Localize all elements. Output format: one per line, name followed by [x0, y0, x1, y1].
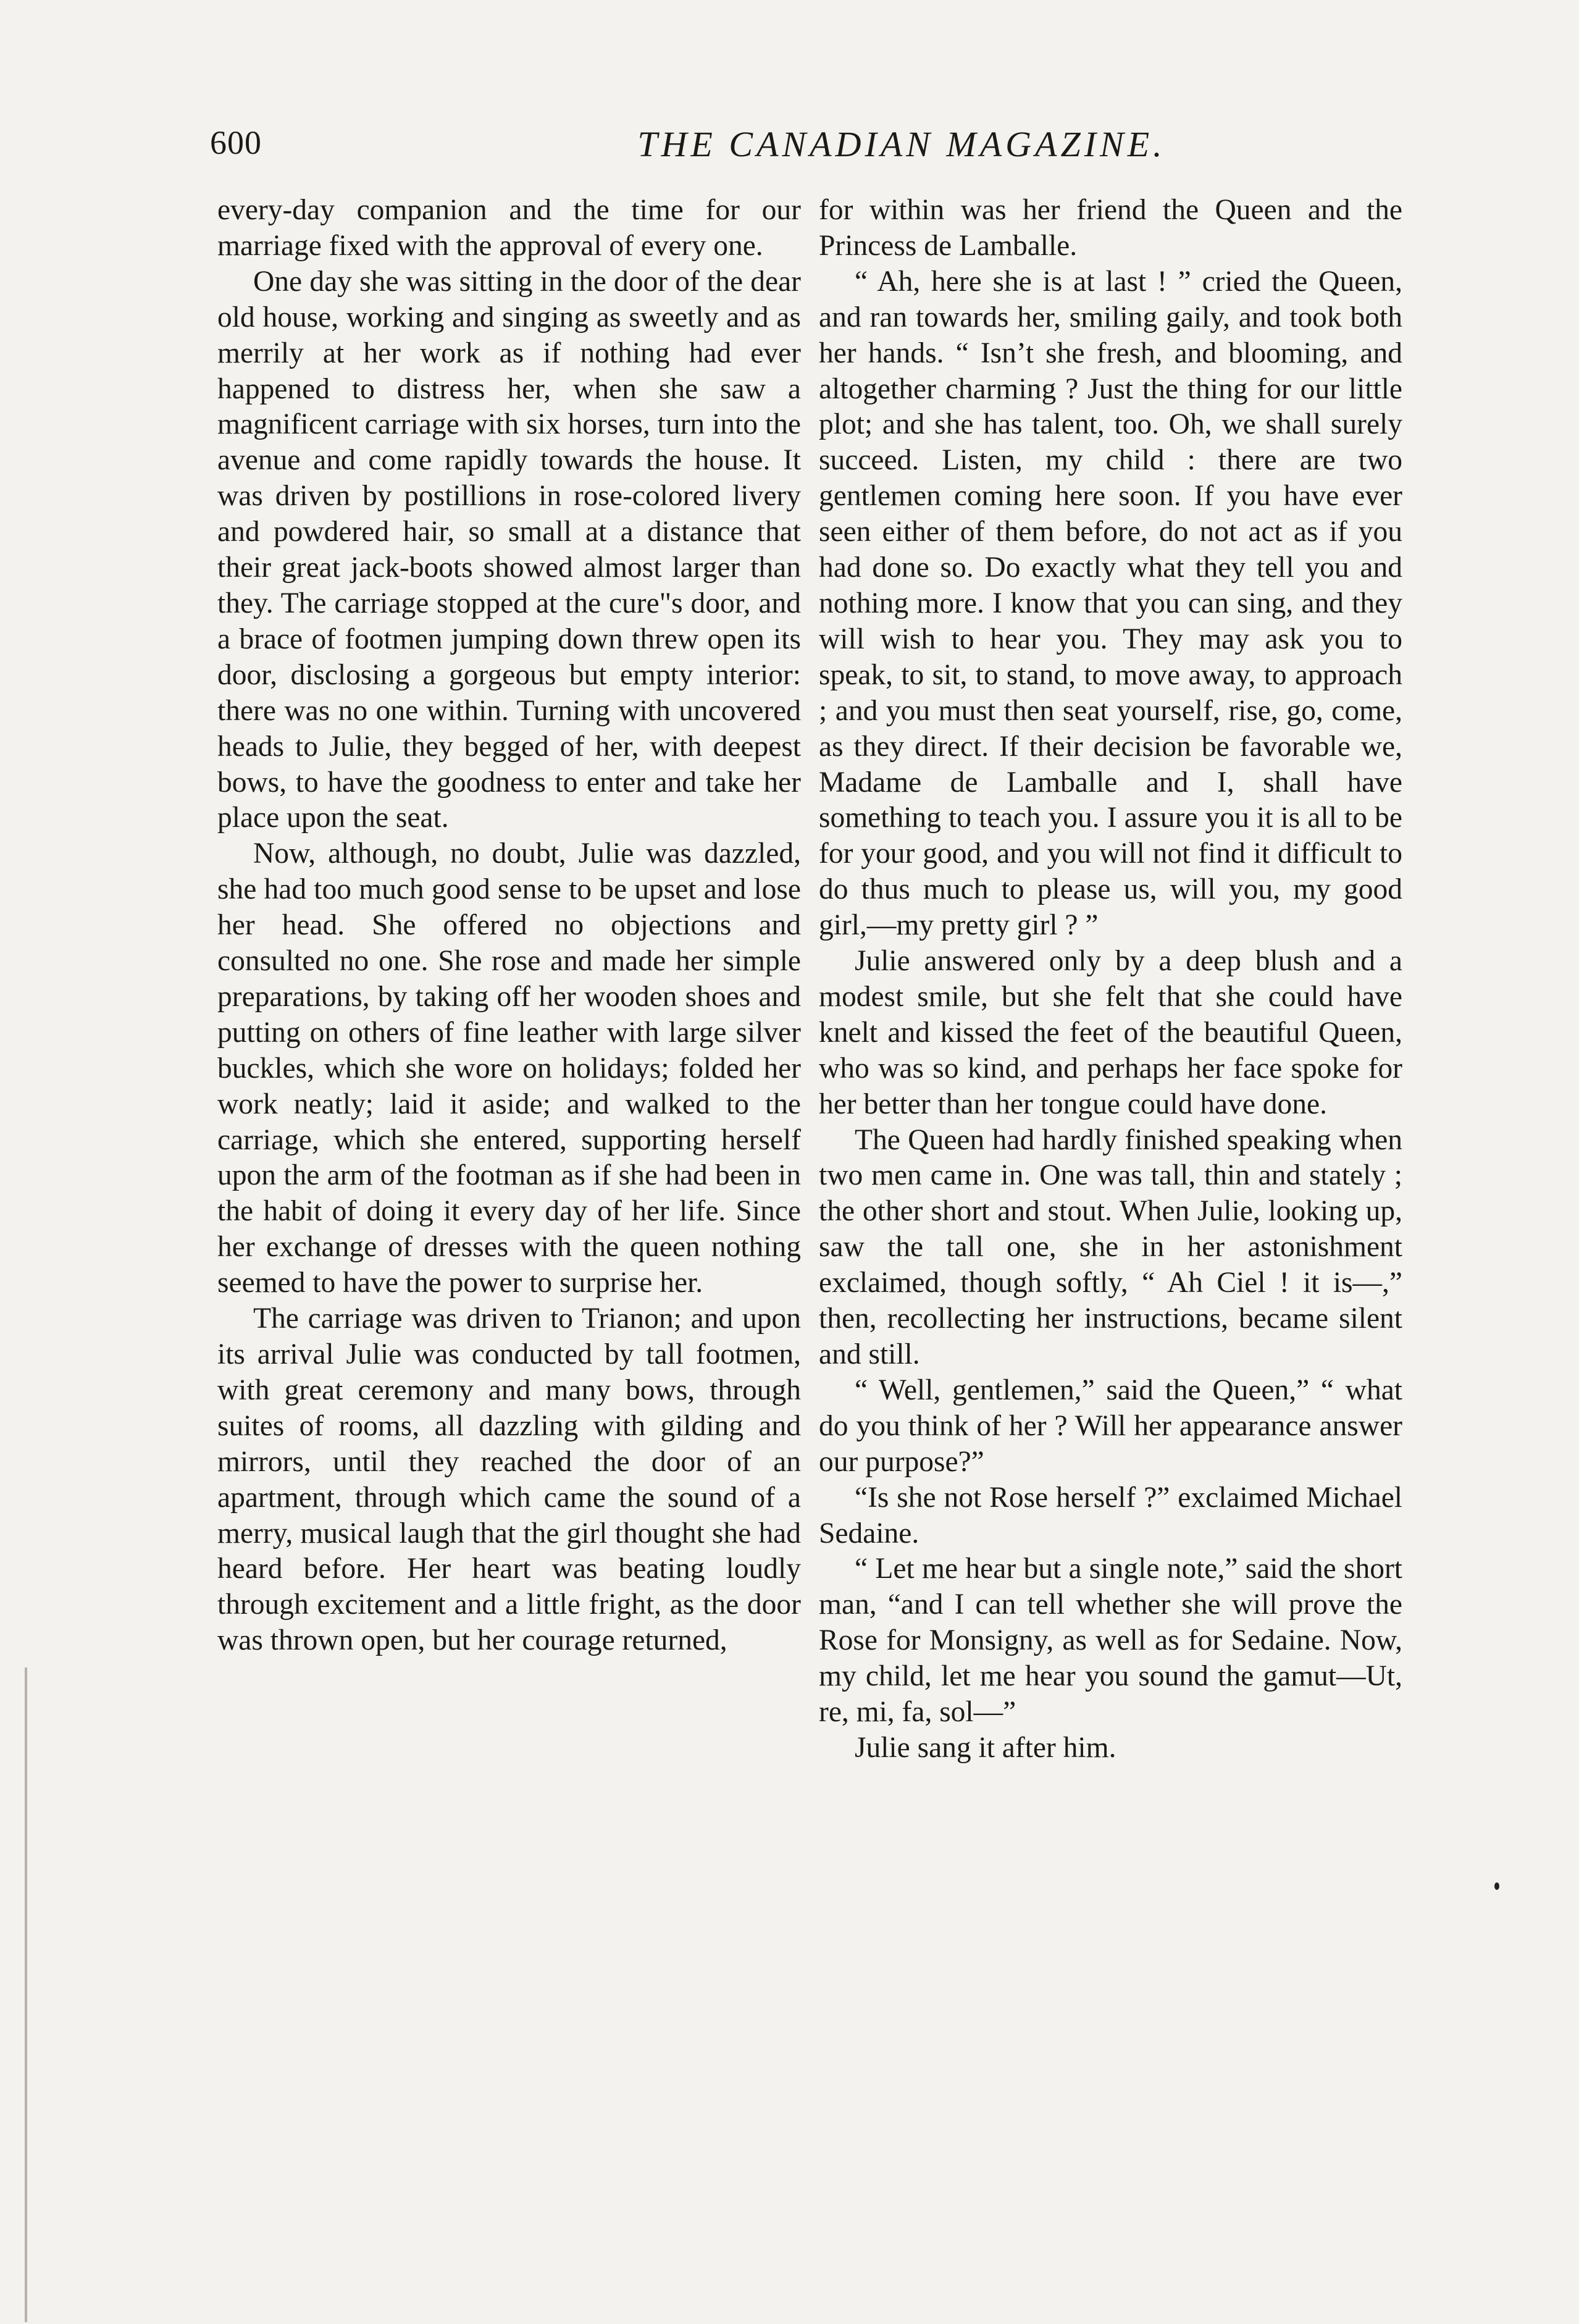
paragraph: Now, although, no doubt, Julie was dazzled, she had too much good sense to be upset and lose her head. She offered no objections and consulted no one. She rose and made her simple preparations, by taking off her wooden shoes and putting on others of fine leather with large silver buckles, which she wore on holidays; folded her work neatly; laid it aside; and walked to the carriage, which she entered, supporting herself upon the arm of the footman as if she had been in the habit of doing it every day of her life. Since her exchange of dresses with the queen nothing seemed to have the power to surprise her.: [217, 837, 801, 1299]
margin-scan-line: [25, 1667, 27, 2322]
paragraph: “Is she not Rose herself ?” exclaimed Michael Sedaine.: [819, 1481, 1402, 1550]
page-number: 600: [210, 124, 262, 161]
page-header: [210, 124, 1396, 179]
running-title: THE CANADIAN MAGAZINE.: [637, 124, 1166, 164]
right-column: [819, 193, 1402, 1766]
paragraph: “ Well, gentlemen,” said the Queen,” “ what do you think of her ? Will her appearance answer our purpose?”: [819, 1374, 1402, 1478]
paragraph: every-day companion and the time for our marriage fixed with the approval of every one.: [217, 194, 801, 262]
paragraph: Julie sang it after him.: [855, 1731, 1116, 1764]
paragraph: The Queen had hardly finished speaking when two men came in. One was tall, thin and stately ; the other short and stout. When Julie, looking up, saw the tall one, she in her astonishment exclaimed, though softly, “ Ah Ciel ! it is—,” then, recollecting her instructions, became silent and still.: [819, 1123, 1402, 1370]
paragraph: “ Ah, here she is at last ! ” cried the Queen, and ran towards her, smiling gaily, and took both her hands. “ Isn’t she fresh, and blooming, and altogether charming ? Just the thing for our little plot; and she has talent, too. Oh, we shall surely succeed. Listen, my child : there are two gentlemen coming here soon. If you have ever seen either of them before, do not act as if you had done so. Do exactly what they tell you and nothing more. I know that you can sing, and they will wish to hear you. They may ask you to speak, to sit, to stand, to move away, to approach ; and you must then seat yourself, rise, go, come, as they direct. If their decision be favorable we, Madame de Lamballe and I, shall have something to teach you. I assure you it is all to be for your good, and you will not find it difficult to do thus much to please us, will you, my good girl,—my pretty girl ? ”: [819, 265, 1402, 942]
paragraph: Julie answered only by a deep blush and a modest smile, but she felt that she could have knelt and kissed the feet of the beautiful Queen, who was so kind, and perhaps her face spoke for her better than her tongue could have done.: [819, 945, 1402, 1120]
ink-speck: [1494, 1882, 1499, 1890]
paragraph: The carriage was driven to Trianon; and upon its arrival Julie was conducted by tall footmen, with great ceremony and many bows, through suites of rooms, all dazzling with gilding and mirrors, until they reached the door of an apartment, through which came the sound of a merry, musical laugh that the girl thought she had heard before. Her heart was beating loudly through excitement and a little fright, as the door was thrown open, but her courage returned,: [217, 1303, 801, 1657]
paragraph: One day she was sitting in the door of the dear old house, working and singing as sweetly and as merrily at her work as if nothing had ever happened to distress her, when she saw a magnificent carriage with six horses, turn into the avenue and come rapidly towards the house. It was driven by postillions in rose-colored livery and powdered hair, so small at a distance that their great jack-boots showed almost larger than they. The carriage stopped at the cure"s door, and a brace of footmen jumping down threw open its door, disclosing a gorgeous but empty interior: there was no one within. Turning with uncovered heads to Julie, they begged of her, with deepest bows, to have the goodness to enter and take her place upon the seat.: [217, 265, 801, 834]
left-column: [217, 193, 801, 1659]
paragraph: “ Let me hear but a single note,” said the short man, “and I can tell whether she will prove the Rose for Monsigny, as well as for Sedaine. Now, my child, let me hear you sound the gamut—Ut, re, mi, fa, sol—”: [819, 1553, 1402, 1729]
paragraph: for within was her friend the Queen and the Princess de Lamballe.: [819, 194, 1402, 262]
